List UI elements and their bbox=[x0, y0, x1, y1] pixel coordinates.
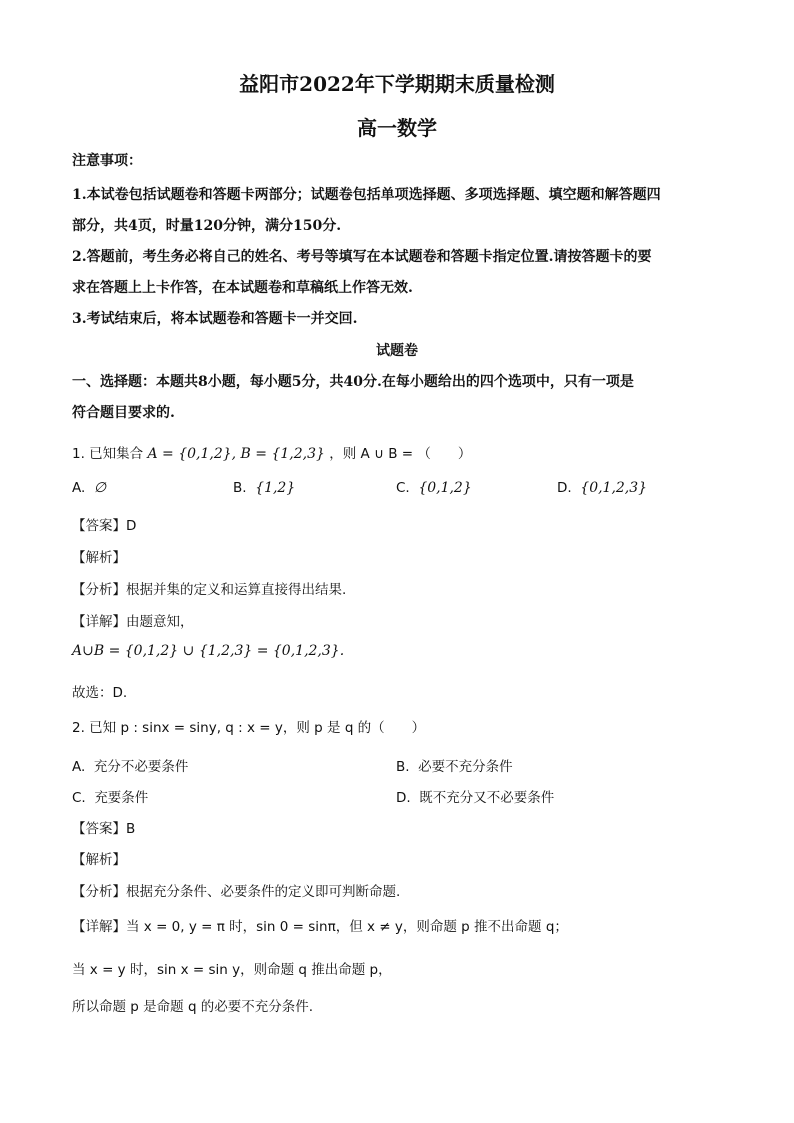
section-label: 试题卷 bbox=[376, 343, 418, 359]
notice-item-3: 3.考试结束后，将本试题卷和答题卡一并交回. bbox=[72, 311, 358, 327]
notice-item-2-line-1: 2.答题前，考生务必将自己的姓名、考号等填写在本试题卷和答题卡指定位置.请按答题卡的要 bbox=[72, 249, 652, 265]
option-text: {0,1,2,3} bbox=[580, 480, 648, 496]
question-1-sets: A = {0,1,2}, B = {1,2,3} bbox=[147, 446, 325, 462]
question-1-option-a bbox=[72, 480, 106, 496]
question-1-answer: 【答案】D bbox=[72, 518, 137, 534]
question-2-analysis: 【分析】根据充分条件、必要条件的定义即可判断命题. bbox=[72, 884, 401, 900]
question-2-conclusion: 所以命题 p 是命题 q 的必要不充分条件. bbox=[72, 999, 314, 1015]
document-subtitle: 高一数学 bbox=[357, 116, 437, 140]
notice-item-1-line-1: 1.本试卷包括试题卷和答题卡两部分；试题卷包括单项选择题、多项选择题、填空题和解答题四 bbox=[72, 187, 661, 203]
option-letter: B. bbox=[233, 480, 247, 496]
question-2-option-a bbox=[72, 755, 188, 775]
question-1-analysis: 【分析】根据并集的定义和运算直接得出结果. bbox=[72, 582, 347, 598]
option-text: 充分不必要条件 bbox=[93, 759, 189, 775]
option-text: 既不充分又不必要条件 bbox=[419, 790, 555, 806]
option-letter: A. bbox=[72, 480, 86, 496]
question-1-option-d bbox=[557, 480, 647, 496]
option-text: {1,2} bbox=[255, 480, 296, 496]
option-letter: A. bbox=[72, 759, 86, 775]
question-2-option-c bbox=[72, 786, 148, 806]
notice-heading: 注意事项： bbox=[72, 153, 142, 169]
question-1-analysis-heading: 【解析】 bbox=[72, 550, 126, 566]
question-1-suffix: ，则 A ∪ B = （ ） bbox=[329, 446, 472, 462]
option-letter: D. bbox=[396, 790, 411, 806]
option-letter: D. bbox=[557, 480, 572, 496]
option-letter: C. bbox=[396, 480, 410, 496]
question-2-analysis-heading: 【解析】 bbox=[72, 852, 126, 868]
question-2-option-b bbox=[396, 755, 513, 775]
question-2-option-d bbox=[396, 786, 554, 806]
option-letter: B. bbox=[396, 759, 410, 775]
option-letter: C. bbox=[72, 790, 86, 806]
question-1-option-c bbox=[396, 480, 472, 496]
question-1-detail: 【详解】由题意知， bbox=[72, 614, 194, 630]
question-2-detail-2: 当 x = y 时，sin x = sin y，则命题 q 推出命题 p， bbox=[72, 962, 392, 978]
notice-item-1-line-2: 部分，共4页，时量120分钟，满分150分. bbox=[72, 218, 342, 234]
question-1-option-b bbox=[233, 480, 295, 496]
question-2-detail: 【详解】当 x = 0, y = π 时，sin 0 = sinπ，但 x ≠ y，则命题 p 推不出命题 q； bbox=[72, 919, 568, 935]
part1-instruction-line-2: 符合题目要求的. bbox=[72, 405, 175, 421]
question-2-answer: 【答案】B bbox=[72, 821, 136, 837]
question-1-equation: A∪B = {0,1,2} ∪ {1,2,3} = {0,1,2,3}. bbox=[72, 643, 345, 659]
question-2-stem: 2. 已知 p : sinx = siny, q : x = y，则 p 是 q 的（ ） bbox=[72, 720, 426, 736]
option-text: 充要条件 bbox=[94, 790, 149, 806]
document-title: 益阳市2022年下学期期末质量检测 bbox=[239, 72, 555, 96]
option-text: 必要不充分条件 bbox=[418, 759, 513, 775]
question-1-stem bbox=[72, 442, 732, 462]
question-1-conclusion: 故选：D. bbox=[72, 685, 128, 701]
part1-instruction-line-1: 一、选择题：本题共8小题，每小题5分，共40分.在每小题给出的四个选项中，只有一项是 bbox=[72, 374, 634, 390]
notice-item-2-line-2: 求在答题上上卡作答，在本试题卷和草稿纸上作答无效. bbox=[72, 280, 413, 296]
option-text: {0,1,2} bbox=[418, 480, 472, 496]
question-1-prefix: 1. 已知集合 bbox=[72, 446, 144, 462]
option-text: ∅ bbox=[93, 480, 107, 496]
